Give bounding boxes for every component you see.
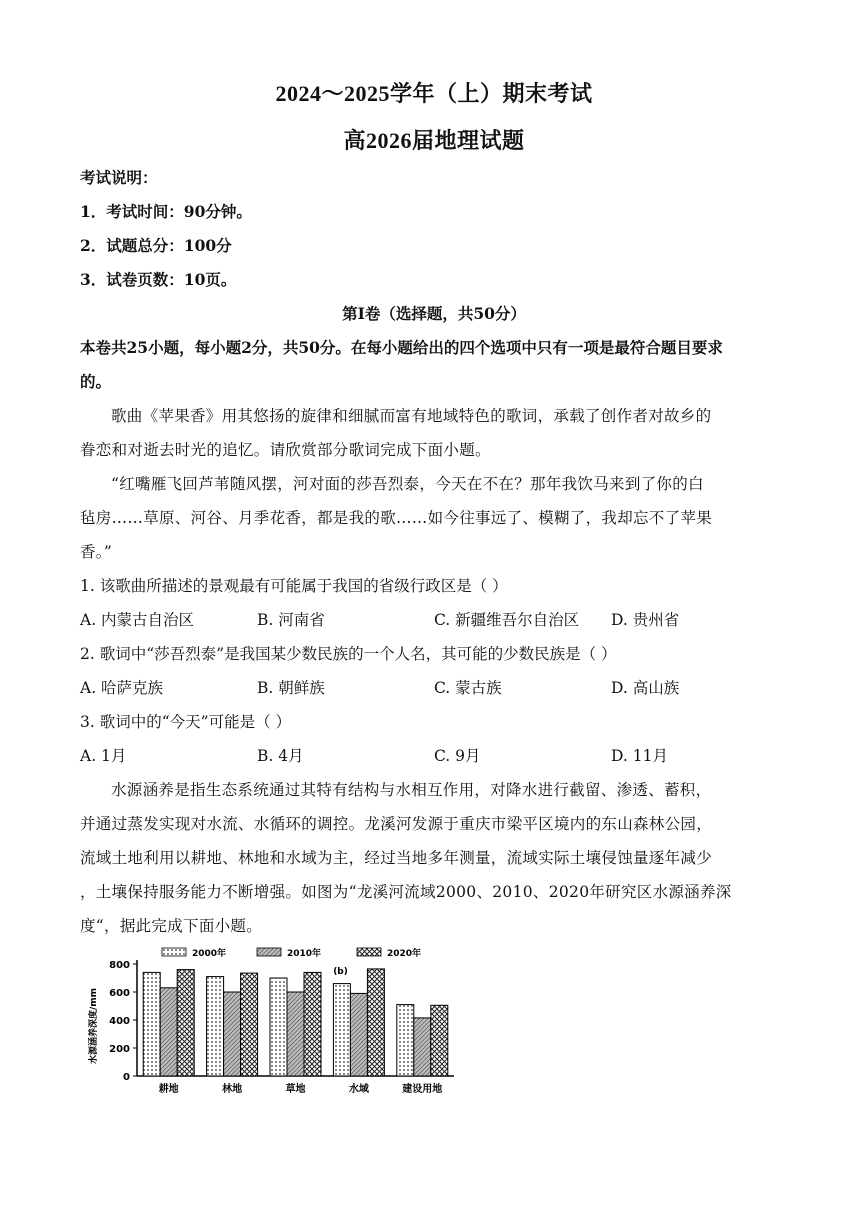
legend-label: 2000年	[192, 949, 227, 959]
passage-line: 度“，据此完成下面小题。	[80, 917, 263, 935]
passage-line: 水源涵养是指生态系统通过其特有结构与水相互作用，对降水进行截留、渗透、蓄积，	[111, 781, 712, 799]
option-d[interactable]: D. 11月	[611, 747, 668, 765]
bar	[304, 972, 321, 1076]
lyric-line: 香。”	[80, 543, 113, 561]
legend-swatch	[357, 948, 381, 956]
option-c[interactable]: C. 9月	[434, 747, 481, 765]
x-tick-label: 林地	[222, 1084, 243, 1095]
section-intro: 本卷共25小题，每小题2分，共50分。在每小题给出的四个选项中只有一项是最符合题目要求	[80, 338, 723, 357]
bar	[287, 992, 304, 1076]
question-stem: 3. 歌词中的“今天”可能是（ ）	[80, 713, 291, 731]
legend-label: 2010年	[287, 949, 322, 959]
x-tick-label: 耕地	[158, 1084, 179, 1095]
bar	[177, 970, 194, 1076]
section-intro: 的。	[80, 372, 112, 391]
bar	[270, 978, 287, 1076]
chart-annotation: (b)	[333, 967, 348, 977]
lyric-line: “红嘴雁飞回芦苇随风摆，河对面的莎吾烈泰，今天在不在？那年我饮马来到了你的白	[111, 475, 704, 493]
passage-line: 流域土地利用以耕地、林地和水域为主，经过当地多年测量，流域实际土壤侵蚀量逐年减少	[80, 849, 713, 867]
option-b[interactable]: B. 朝鲜族	[257, 679, 325, 697]
question-stem: 1. 该歌曲所描述的景观最有可能属于我国的省级行政区是（ ）	[80, 577, 508, 595]
bar	[143, 972, 160, 1076]
bar	[241, 973, 258, 1076]
section-title: 第Ⅰ卷（选择题，共50分）	[342, 304, 526, 323]
passage-line: ，土壤保持服务能力不断增强。如图为“龙溪河流域2000、2010、2020年研究区水源涵养深	[80, 883, 732, 901]
passage-line: 歌曲《苹果香》用其悠扬的旋律和细腻而富有地域特色的歌词，承载了创作者对故乡的	[111, 407, 712, 425]
option-d[interactable]: D. 高山族	[611, 679, 680, 697]
legend-label: 2020年	[387, 949, 422, 959]
bar	[160, 988, 177, 1076]
y-tick-label: 600	[109, 988, 130, 999]
option-c[interactable]: C. 蒙古族	[434, 679, 502, 697]
water-conservation-chart	[82, 944, 462, 1099]
instruction-item: 2．试题总分：100分	[80, 236, 232, 255]
x-tick-label: 草地	[285, 1084, 306, 1095]
instruction-item: 1．考试时间：90分钟。	[80, 202, 252, 221]
legend-swatch	[257, 948, 281, 956]
option-d[interactable]: D. 贵州省	[611, 611, 680, 629]
y-tick-label: 200	[109, 1044, 130, 1055]
y-tick-label: 0	[123, 1072, 130, 1083]
bar	[367, 969, 384, 1076]
exam-title: 2024～2025学年（上）期末考试	[275, 81, 593, 106]
bar	[431, 1005, 448, 1076]
y-tick-label: 800	[109, 960, 130, 971]
passage-line: 眷恋和对逝去时光的追忆。请欣赏部分歌词完成下面小题。	[80, 441, 491, 459]
lyric-line: 毡房……草原、河谷、月季花香，都是我的歌……如今往事远了、模糊了，我却忘不了苹果	[80, 509, 713, 527]
bar	[414, 1018, 431, 1076]
y-axis-label: 水源涵养深度/mm	[89, 987, 99, 1065]
instructions-heading: 考试说明：	[80, 168, 158, 187]
bar	[397, 1005, 414, 1076]
bar	[350, 993, 367, 1076]
option-a[interactable]: A. 内蒙古自治区	[80, 611, 195, 629]
exam-subtitle: 高2026届地理试题	[343, 128, 525, 153]
x-tick-label: 水域	[348, 1084, 369, 1095]
bar	[224, 992, 241, 1076]
x-tick-label: 建设用地	[402, 1084, 443, 1095]
legend-swatch	[162, 948, 186, 956]
option-c[interactable]: C. 新疆维吾尔自治区	[434, 611, 580, 629]
option-b[interactable]: B. 4月	[257, 747, 304, 765]
bar	[207, 977, 224, 1076]
option-a[interactable]: A. 哈萨克族	[80, 679, 164, 697]
y-tick-label: 400	[109, 1016, 130, 1027]
passage-line: 并通过蒸发实现对水流、水循环的调控。龙溪河发源于重庆市梁平区境内的东山森林公园，	[80, 815, 713, 833]
instruction-item: 3．试卷页数：10页。	[80, 270, 237, 289]
question-stem: 2. 歌词中“莎吾烈泰”是我国某少数民族的一个人名，其可能的少数民族是（ ）	[80, 645, 617, 663]
option-a[interactable]: A. 1月	[80, 747, 127, 765]
option-b[interactable]: B. 河南省	[257, 611, 325, 629]
bar	[333, 984, 350, 1076]
